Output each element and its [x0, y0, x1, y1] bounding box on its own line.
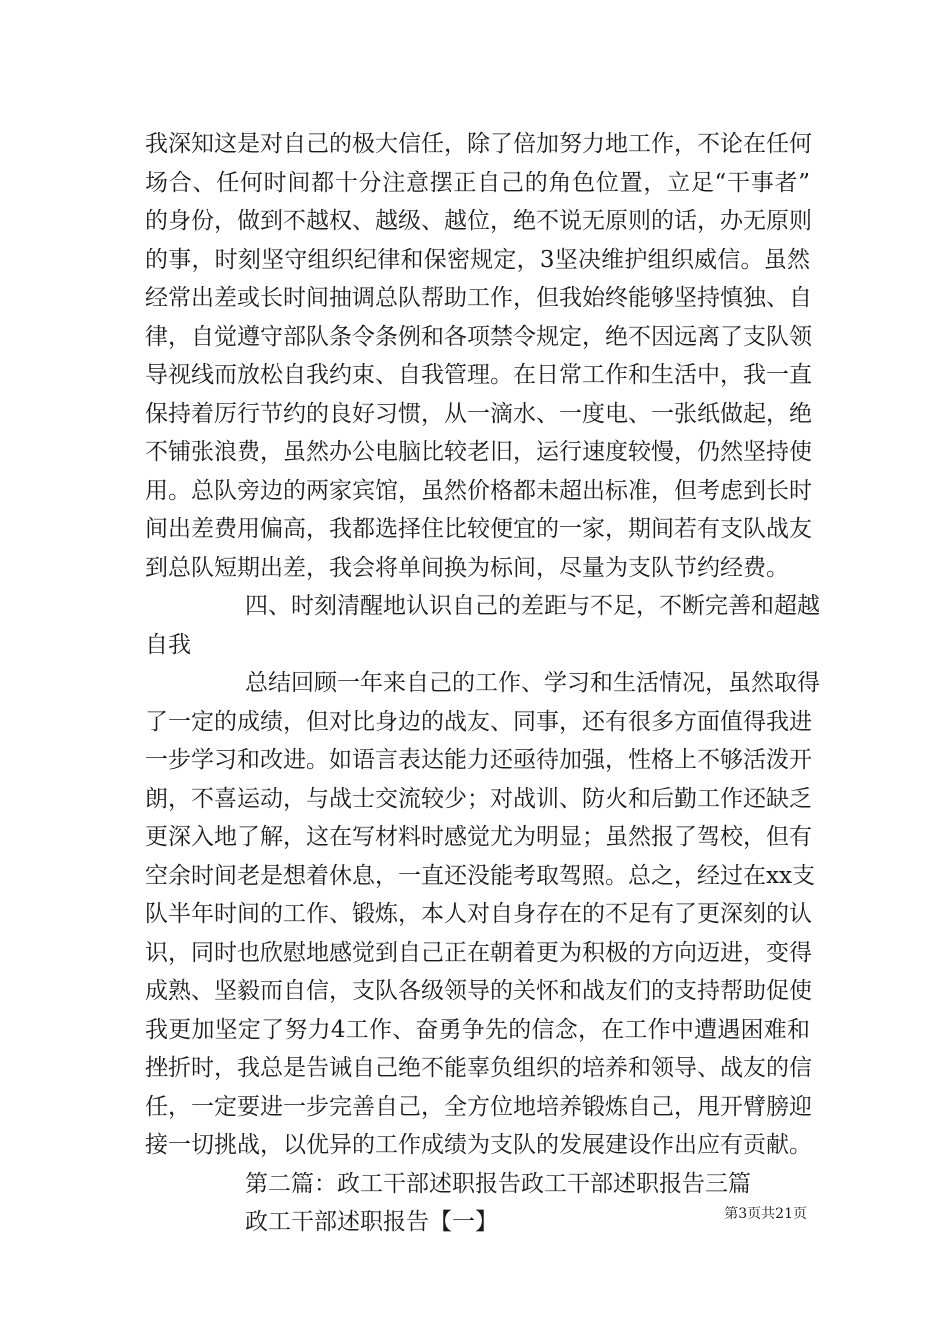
- paragraph-line: 总结回顾一年来自己的工作、学习和生活情况，虽然取得: [245, 670, 820, 696]
- paragraph-2: [145, 664, 820, 1165]
- paragraph-line: 一步学习和改进。如语言表达能力还亟待加强，性格上不够活泼开: [145, 747, 812, 773]
- paragraph-line: 的身份，做到不越权、越级、越位，绝不说无原则的话，办无原则: [145, 208, 812, 234]
- paragraph-line: 队半年时间的工作、锻炼，本人对自身存在的不足有了更深刻的认: [145, 901, 812, 927]
- section-heading-line: 四、时刻清醒地认识自己的差距与不足，不断完善和超越: [245, 593, 820, 619]
- paragraph-line: 了一定的成绩，但对比身边的战友、同事，还有很多方面值得我进: [145, 708, 812, 735]
- paragraph-line: 我深知这是对自己的极大信任，除了倍加努力地工作，不论在任何: [145, 131, 812, 157]
- paragraph-line: 任，一定要进一步完善自己，全方位地培养锻炼自己，甩开臂膀迎: [145, 1093, 812, 1120]
- sub-title: 政工干部述职报告【一】: [245, 1209, 498, 1235]
- chapter-title: 第二篇：政工干部述职报告政工干部述职报告三篇: [245, 1170, 751, 1197]
- paragraph-line: 不铺张浪费，虽然办公电脑比较老旧，运行速度较慢，仍然坚持使: [145, 439, 812, 465]
- paragraph-line: 我更加坚定了努力4工作、奋勇争先的信念，在工作中遭遇困难和: [145, 1016, 810, 1043]
- paragraph-line: 的事，时刻坚守组织纪律和保密规定，3坚决维护组织威信。虽然: [145, 246, 810, 273]
- paragraph-line: 更深入地了解，这在写材料时感觉尤为明显；虽然报了驾校，但有: [145, 824, 812, 850]
- paragraph-line: 识，同时也欣慰地感觉到自己正在朝着更为积极的方向迈进，变得: [145, 939, 812, 966]
- paragraph-line: 接一切挑战，以优异的工作成绩为支队的发展建设作出应有贡献。: [145, 1132, 812, 1158]
- paragraph-line: 到总队短期出差，我会将单间换为标间，尽量为支队节约经费。: [145, 554, 789, 581]
- paragraph-line: 空余时间老是想着休息，一直还没能考取驾照。总之，经过在xx支: [145, 862, 815, 889]
- section-heading-line: 自我: [145, 631, 191, 658]
- paragraph-line: 成熟、坚毅而自信，支队各级领导的关怀和战友们的支持帮助促使: [145, 978, 812, 1004]
- paragraph-1: [145, 125, 810, 587]
- paragraph-line: 经常出差或长时间抽调总队帮助工作，但我始终能够坚持慎独、自: [145, 285, 812, 311]
- paragraph-line: 导视线而放松自我约束、自我管理。在日常工作和生活中，我一直: [145, 362, 812, 388]
- page-number: 第3页共21页: [724, 1206, 807, 1222]
- paragraph-line: 场合、任何时间都十分注意摆正自己的角色位置，立足“干事者”: [145, 169, 810, 196]
- paragraph-line: 间出差费用偏高，我都选择住比较便宜的一家，期间若有支队战友: [145, 516, 812, 542]
- paragraph-line: 律，自觉遵守部队条令条例和各项禁令规定，绝不因远离了支队领: [145, 323, 812, 350]
- paragraph-line: 用。总队旁边的两家宾馆，虽然价格都未超出标准，但考虑到长时: [145, 477, 812, 504]
- paragraph-line: 挫折时，我总是告诫自己绝不能辜负组织的培养和领导、战友的信: [145, 1055, 812, 1081]
- document-body: [145, 125, 820, 1242]
- paragraph-line: 保持着厉行节约的良好习惯，从一滴水、一度电、一张纸做起，绝: [145, 400, 812, 427]
- paragraph-line: 朗，不喜运动，与战士交流较少；对战训、防火和后勤工作还缺乏: [145, 785, 812, 812]
- section-4-heading: [145, 587, 820, 664]
